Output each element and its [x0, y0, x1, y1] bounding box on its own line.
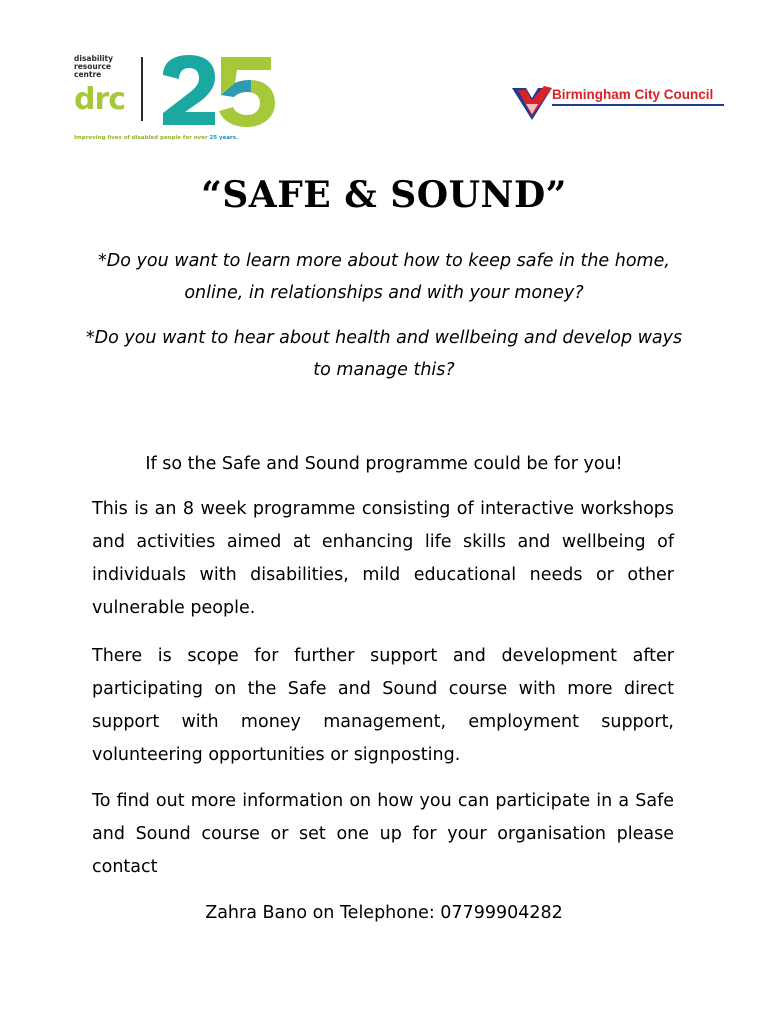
- intro-line: If so the Safe and Sound programme could be for you!: [145, 454, 623, 474]
- drc-25-number-graphic: [159, 55, 319, 127]
- drc-logo-divider: [141, 57, 143, 121]
- drc-logo-line2: resource: [74, 62, 111, 71]
- drc-logo-tagline: Improving lives of disabled people for over 25 years.: [74, 135, 239, 141]
- bcc-name: Birmingham City Council: [552, 87, 714, 102]
- contact-line: Zahra Bano on Telephone: 07799904282: [205, 903, 563, 923]
- drc-logo-line3: centre: [74, 70, 102, 79]
- paragraph-programme: This is an 8 week programme consisting of interactive workshops and activities aimed at enhancing life skills and wellbeing of individuals with disabilities, mild educational needs or other vulnerable people.: [92, 499, 674, 618]
- drc-logo-mark: drc: [74, 82, 126, 117]
- drc-logo: [74, 55, 274, 145]
- paragraph-find-out-more: To find out more information on how you can participate in a Safe and Sound course or set one up for your organisation please contact: [92, 791, 674, 877]
- bcc-underline: [552, 104, 724, 106]
- drc-logo-tagline-years: 25 years.: [209, 135, 239, 141]
- bcc-chevron-icon: [512, 86, 552, 122]
- question-1: *Do you want to learn more about how to keep safe in the home, online, in relationships and with your money?: [98, 251, 670, 303]
- birmingham-city-council-logo: [512, 86, 732, 122]
- paragraph-further-support: There is scope for further support and development after participating on the Safe and Sound course with more direct support with money management, employment support, volunteering opportunities or signposting.: [92, 646, 674, 765]
- question-2: *Do you want to hear about health and wellbeing and develop ways to manage this?: [85, 328, 683, 380]
- page-title: “SAFE & SOUND”: [201, 174, 567, 216]
- drc-logo-words: [74, 55, 134, 79]
- drc-logo-line1: disability: [74, 54, 114, 63]
